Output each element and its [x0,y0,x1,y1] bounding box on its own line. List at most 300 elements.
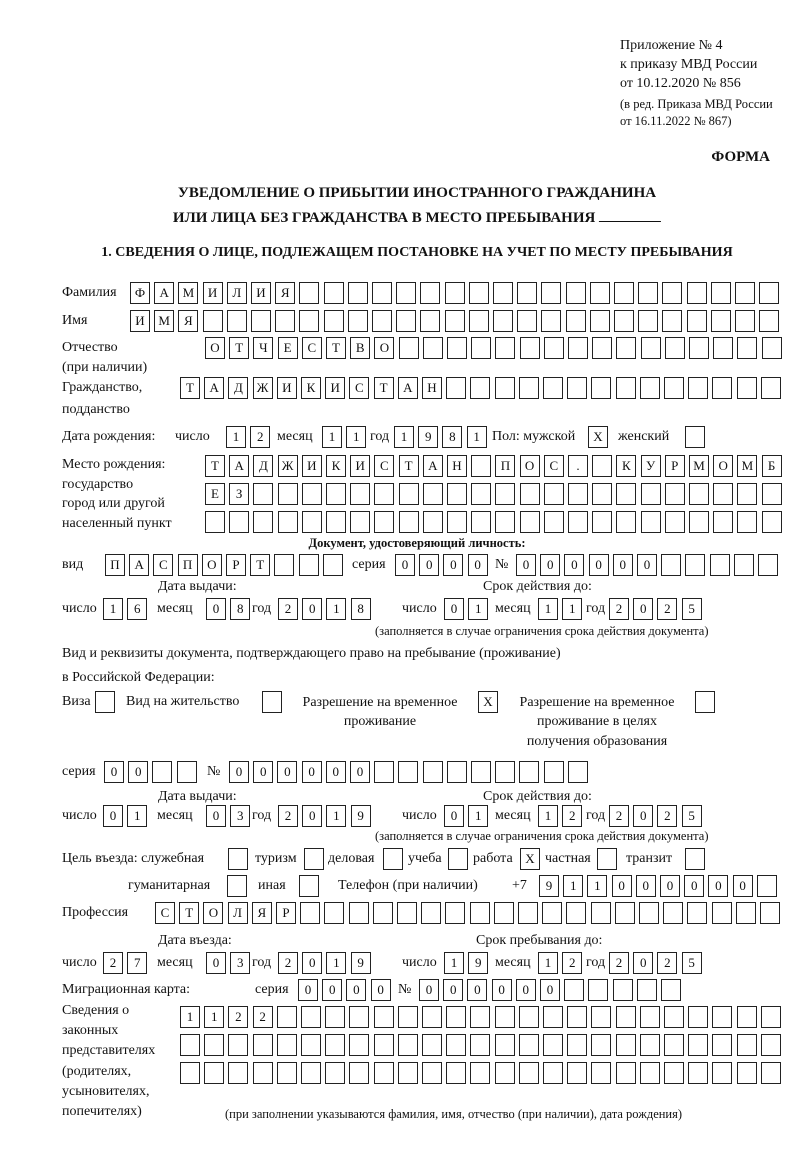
char-box[interactable] [736,902,756,924]
char-box[interactable] [277,1006,297,1028]
char-box[interactable] [544,483,564,505]
char-box[interactable] [689,511,709,533]
char-box[interactable]: 2 [562,805,582,827]
char-box[interactable] [665,483,685,505]
char-box[interactable]: 0 [633,805,653,827]
char-box[interactable] [760,902,780,924]
char-box[interactable]: М [689,455,709,477]
char-box[interactable]: 1 [444,952,464,974]
char-box[interactable]: Л [228,902,248,924]
char-box[interactable] [761,1062,781,1084]
char-box[interactable] [544,761,564,783]
char-box[interactable]: П [495,455,515,477]
char-box[interactable]: 2 [609,805,629,827]
char-box[interactable] [277,1034,297,1056]
char-box[interactable] [399,511,419,533]
char-box[interactable] [695,691,715,713]
char-box[interactable]: 1 [394,426,414,448]
char-box[interactable] [737,1006,757,1028]
char-box[interactable] [519,1062,539,1084]
char-box[interactable] [591,1006,611,1028]
char-box[interactable] [761,1034,781,1056]
char-box[interactable]: 1 [103,598,123,620]
char-box[interactable] [299,282,319,304]
char-box[interactable] [227,875,247,897]
char-box[interactable] [519,1006,539,1028]
char-box[interactable]: Е [205,483,225,505]
char-box[interactable]: 0 [444,805,464,827]
char-box[interactable]: И [251,282,271,304]
char-box[interactable]: С [153,554,173,576]
char-box[interactable]: 0 [322,979,342,1001]
char-box[interactable] [445,310,465,332]
char-box[interactable] [567,1062,587,1084]
char-box[interactable]: О [203,902,223,924]
char-box[interactable] [399,483,419,505]
char-box[interactable] [711,282,731,304]
char-box[interactable] [567,1006,587,1028]
char-box[interactable] [762,511,782,533]
char-box[interactable] [299,554,319,576]
char-box[interactable] [470,1062,490,1084]
char-box[interactable] [640,1034,660,1056]
char-box[interactable]: 0 [633,598,653,620]
char-box[interactable]: 1 [204,1006,224,1028]
char-box[interactable] [324,282,344,304]
char-box[interactable] [374,1062,394,1084]
char-box[interactable] [493,310,513,332]
char-box[interactable]: 0 [467,979,487,1001]
char-box[interactable] [180,1062,200,1084]
char-box[interactable]: Т [326,337,346,359]
char-box[interactable]: И [302,455,322,477]
char-box[interactable]: Т [374,377,394,399]
char-box[interactable]: О [205,337,225,359]
char-box[interactable] [374,1006,394,1028]
char-box[interactable] [350,511,370,533]
char-box[interactable]: 1 [538,952,558,974]
char-box[interactable]: 0 [298,979,318,1001]
char-box[interactable] [664,1034,684,1056]
char-box[interactable] [398,1006,418,1028]
char-box[interactable]: М [737,455,757,477]
char-box[interactable] [640,1006,660,1028]
char-box[interactable] [592,483,612,505]
char-box[interactable] [299,310,319,332]
char-box[interactable]: К [326,455,346,477]
char-box[interactable]: 1 [326,598,346,620]
char-box[interactable] [495,511,515,533]
char-box[interactable]: П [105,554,125,576]
char-box[interactable] [422,1062,442,1084]
char-box[interactable] [689,483,709,505]
char-box[interactable] [228,1034,248,1056]
char-box[interactable] [447,483,467,505]
char-box[interactable] [304,848,324,870]
char-box[interactable]: К [616,455,636,477]
char-box[interactable] [374,483,394,505]
char-box[interactable]: А [229,455,249,477]
char-box[interactable] [397,902,417,924]
char-box[interactable]: 0 [277,761,297,783]
char-box[interactable] [712,902,732,924]
char-box[interactable]: З [229,483,249,505]
char-box[interactable]: 2 [278,952,298,974]
char-box[interactable]: 0 [206,598,226,620]
char-box[interactable]: И [350,455,370,477]
char-box[interactable]: 0 [637,554,657,576]
char-box[interactable]: Т [399,455,419,477]
char-box[interactable] [325,1062,345,1084]
char-box[interactable] [664,1006,684,1028]
char-box[interactable] [446,1006,466,1028]
char-box[interactable] [543,1062,563,1084]
char-box[interactable]: Ж [278,455,298,477]
char-box[interactable]: 0 [684,875,704,897]
char-box[interactable] [541,282,561,304]
char-box[interactable]: 0 [326,761,346,783]
char-box[interactable] [713,511,733,533]
char-box[interactable] [567,1034,587,1056]
char-box[interactable]: 2 [278,805,298,827]
char-box[interactable] [737,1062,757,1084]
char-box[interactable] [519,1034,539,1056]
char-box[interactable]: 0 [733,875,753,897]
char-box[interactable] [616,1062,636,1084]
char-box[interactable] [470,1006,490,1028]
char-box[interactable] [662,310,682,332]
char-box[interactable] [447,511,467,533]
char-box[interactable] [737,377,757,399]
char-box[interactable]: А [129,554,149,576]
char-box[interactable] [471,337,491,359]
char-box[interactable] [349,1006,369,1028]
char-box[interactable]: 0 [302,952,322,974]
char-box[interactable]: 1 [180,1006,200,1028]
char-box[interactable] [597,848,617,870]
char-box[interactable] [398,1034,418,1056]
char-box[interactable]: 0 [660,875,680,897]
char-box[interactable]: 0 [540,554,560,576]
char-box[interactable] [616,377,636,399]
char-box[interactable] [737,337,757,359]
char-box[interactable] [542,902,562,924]
char-box[interactable]: 8 [230,598,250,620]
char-box[interactable] [590,282,610,304]
char-box[interactable]: 0 [302,598,322,620]
char-box[interactable]: А [398,377,418,399]
char-box[interactable] [737,1034,757,1056]
char-box[interactable] [471,455,491,477]
char-box[interactable] [615,902,635,924]
char-box[interactable] [471,761,491,783]
char-box[interactable] [543,1006,563,1028]
char-box[interactable] [663,902,683,924]
char-box[interactable]: 9 [351,952,371,974]
char-box[interactable] [277,1062,297,1084]
char-box[interactable] [495,1034,515,1056]
char-box[interactable] [519,761,539,783]
char-box[interactable] [372,282,392,304]
char-box[interactable]: Н [422,377,442,399]
char-box[interactable] [520,337,540,359]
char-box[interactable]: Ч [253,337,273,359]
char-box[interactable] [471,511,491,533]
char-box[interactable] [422,1006,442,1028]
char-box[interactable] [592,455,612,477]
char-box[interactable]: 0 [636,875,656,897]
char-box[interactable] [399,337,419,359]
char-box[interactable] [349,902,369,924]
char-box[interactable] [639,902,659,924]
char-box[interactable] [301,1062,321,1084]
char-box[interactable] [300,902,320,924]
char-box[interactable]: У [641,455,661,477]
char-box[interactable]: Е [278,337,298,359]
char-box[interactable]: 0 [128,761,148,783]
char-box[interactable] [762,483,782,505]
char-box[interactable] [662,282,682,304]
char-box[interactable] [324,902,344,924]
char-box[interactable] [543,1034,563,1056]
char-box[interactable] [689,337,709,359]
char-box[interactable] [373,902,393,924]
char-box[interactable]: Я [275,282,295,304]
char-box[interactable]: 2 [228,1006,248,1028]
char-box[interactable] [422,1034,442,1056]
char-box[interactable] [493,282,513,304]
char-box[interactable] [712,1062,732,1084]
char-box[interactable] [205,511,225,533]
char-box[interactable] [737,483,757,505]
char-box[interactable] [564,979,584,1001]
char-box[interactable] [734,554,754,576]
char-box[interactable]: С [302,337,322,359]
char-box[interactable]: Б [762,455,782,477]
char-box[interactable] [757,875,777,897]
char-box[interactable] [349,1034,369,1056]
char-box[interactable] [495,1006,515,1028]
char-box[interactable] [325,1034,345,1056]
char-box[interactable] [374,1034,394,1056]
char-box[interactable] [520,483,540,505]
char-box[interactable]: А [154,282,174,304]
char-box[interactable] [470,902,490,924]
char-box[interactable]: 1 [563,875,583,897]
char-box[interactable]: . [568,455,588,477]
char-box[interactable]: 1 [322,426,342,448]
char-box[interactable] [470,1034,490,1056]
char-box[interactable] [520,511,540,533]
char-box[interactable] [398,1062,418,1084]
char-box[interactable] [638,282,658,304]
char-box[interactable]: 5 [682,598,702,620]
char-box[interactable]: Т [179,902,199,924]
char-box[interactable]: 0 [419,979,439,1001]
char-box[interactable]: X [588,426,608,448]
char-box[interactable]: 1 [587,875,607,897]
char-box[interactable] [469,310,489,332]
char-box[interactable] [447,761,467,783]
char-box[interactable] [495,483,515,505]
char-box[interactable] [227,310,247,332]
char-box[interactable]: Д [253,455,273,477]
char-box[interactable]: 0 [516,979,536,1001]
char-box[interactable] [614,310,634,332]
char-box[interactable] [278,511,298,533]
char-box[interactable] [253,1034,273,1056]
char-box[interactable] [710,554,730,576]
char-box[interactable] [685,554,705,576]
char-box[interactable]: 1 [467,426,487,448]
char-box[interactable] [758,554,778,576]
char-box[interactable] [517,310,537,332]
char-box[interactable]: 0 [302,805,322,827]
char-box[interactable] [302,483,322,505]
char-box[interactable]: 0 [206,952,226,974]
char-box[interactable] [396,310,416,332]
char-box[interactable]: 0 [443,979,463,1001]
char-box[interactable]: О [713,455,733,477]
char-box[interactable] [616,1034,636,1056]
char-box[interactable]: X [478,691,498,713]
char-box[interactable] [299,875,319,897]
char-box[interactable]: 0 [516,554,536,576]
char-box[interactable]: Р [276,902,296,924]
char-box[interactable] [664,377,684,399]
char-box[interactable]: 1 [226,426,246,448]
char-box[interactable] [641,483,661,505]
char-box[interactable] [759,282,779,304]
char-box[interactable] [495,377,515,399]
char-box[interactable] [688,1062,708,1084]
char-box[interactable] [688,377,708,399]
char-box[interactable] [251,310,271,332]
char-box[interactable] [423,483,443,505]
char-box[interactable] [302,511,322,533]
char-box[interactable] [735,282,755,304]
char-box[interactable]: 0 [371,979,391,1001]
char-box[interactable]: А [423,455,443,477]
char-box[interactable]: 2 [609,952,629,974]
char-box[interactable] [566,282,586,304]
char-box[interactable] [687,902,707,924]
char-box[interactable] [253,1062,273,1084]
char-box[interactable] [638,310,658,332]
char-box[interactable]: 9 [468,952,488,974]
char-box[interactable] [204,1062,224,1084]
char-box[interactable]: Н [447,455,467,477]
char-box[interactable] [641,511,661,533]
char-box[interactable]: 9 [418,426,438,448]
char-box[interactable]: М [178,282,198,304]
char-box[interactable] [737,511,757,533]
char-box[interactable] [665,511,685,533]
char-box[interactable] [616,483,636,505]
char-box[interactable] [228,1062,248,1084]
char-box[interactable] [301,1034,321,1056]
char-box[interactable] [494,902,514,924]
char-box[interactable] [203,310,223,332]
char-box[interactable]: Л [227,282,247,304]
char-box[interactable] [350,483,370,505]
char-box[interactable] [275,310,295,332]
char-box[interactable] [262,691,282,713]
char-box[interactable]: О [202,554,222,576]
char-box[interactable] [661,554,681,576]
char-box[interactable]: П [178,554,198,576]
char-box[interactable] [326,483,346,505]
char-box[interactable]: 5 [682,805,702,827]
char-box[interactable] [616,1006,636,1028]
char-box[interactable] [712,1006,732,1028]
char-box[interactable] [761,1006,781,1028]
char-box[interactable]: Т [180,377,200,399]
char-box[interactable] [423,337,443,359]
char-box[interactable]: 2 [278,598,298,620]
char-box[interactable] [420,310,440,332]
char-box[interactable] [204,1034,224,1056]
char-box[interactable]: Ф [130,282,150,304]
char-box[interactable] [592,337,612,359]
char-box[interactable]: 0 [346,979,366,1001]
char-box[interactable]: И [277,377,297,399]
char-box[interactable] [495,1062,515,1084]
char-box[interactable] [637,979,657,1001]
char-box[interactable]: Т [229,337,249,359]
char-box[interactable] [685,426,705,448]
char-box[interactable]: И [203,282,223,304]
char-box[interactable] [713,483,733,505]
char-box[interactable] [177,761,197,783]
char-box[interactable]: 0 [492,979,512,1001]
char-box[interactable] [591,1034,611,1056]
char-box[interactable]: 1 [326,952,346,974]
char-box[interactable]: С [544,455,564,477]
char-box[interactable]: О [374,337,394,359]
char-box[interactable] [712,377,732,399]
char-box[interactable] [372,310,392,332]
char-box[interactable]: С [155,902,175,924]
char-box[interactable] [445,282,465,304]
char-box[interactable] [374,511,394,533]
char-box[interactable]: X [520,848,540,870]
char-box[interactable]: 9 [351,805,371,827]
char-box[interactable]: 2 [253,1006,273,1028]
char-box[interactable] [591,902,611,924]
char-box[interactable] [640,377,660,399]
char-box[interactable] [544,511,564,533]
char-box[interactable] [685,848,705,870]
char-box[interactable] [665,337,685,359]
char-box[interactable] [349,1062,369,1084]
char-box[interactable]: 1 [346,426,366,448]
char-box[interactable]: 0 [302,761,322,783]
char-box[interactable] [446,1062,466,1084]
char-box[interactable]: 3 [230,805,250,827]
char-box[interactable]: 8 [442,426,462,448]
char-box[interactable] [323,554,343,576]
char-box[interactable] [396,282,416,304]
char-box[interactable]: Т [250,554,270,576]
char-box[interactable]: Я [178,310,198,332]
char-box[interactable]: 0 [229,761,249,783]
char-box[interactable] [568,761,588,783]
char-box[interactable]: 2 [657,952,677,974]
char-box[interactable]: 0 [633,952,653,974]
char-box[interactable] [519,377,539,399]
char-box[interactable] [152,761,172,783]
